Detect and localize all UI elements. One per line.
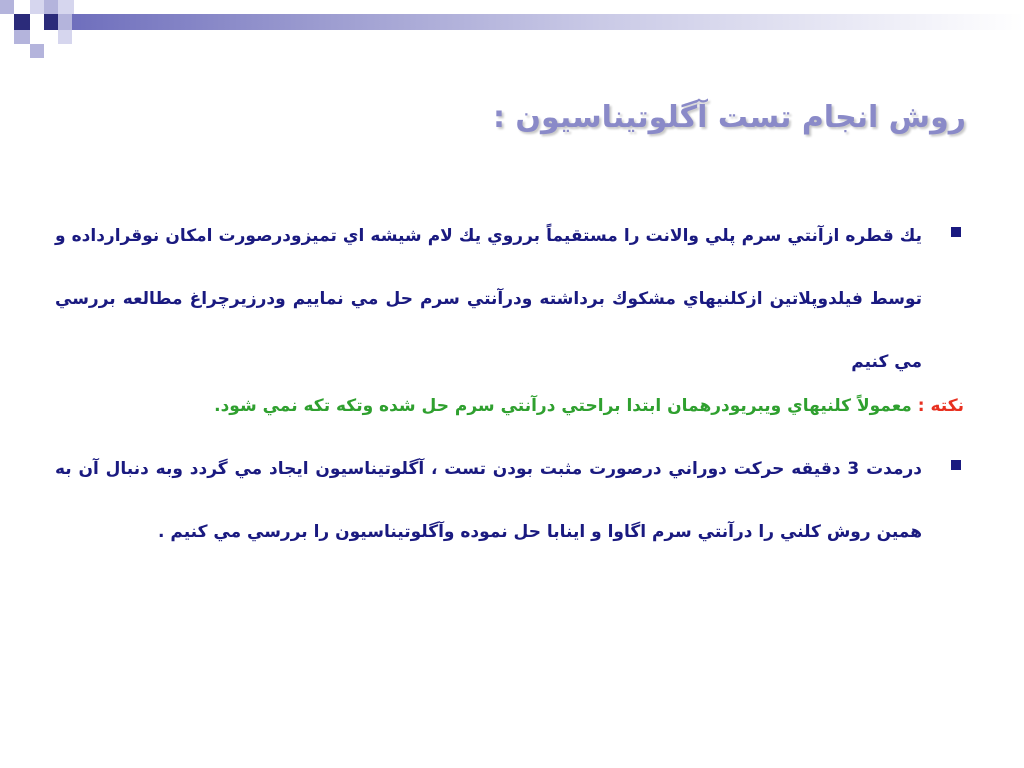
deco-square bbox=[44, 0, 58, 14]
note-label: نكته : bbox=[917, 396, 964, 416]
square-bullet-icon bbox=[951, 227, 961, 237]
bullet-text: درمدت 3 دقيقه حركت دوراني درصورت مثبت بودن تست ، آگلوتيناسيون ايجاد مي گردد وبه دنبال آن به همين روش كلني را درآنتي سرم اگاوا و اينابا حل نموده وآگلوتيناسيون را بررسي مي كنيم . bbox=[55, 459, 923, 542]
deco-square bbox=[30, 44, 44, 58]
deco-square bbox=[58, 30, 72, 44]
header-gradient-band bbox=[72, 14, 1024, 30]
deco-square bbox=[0, 0, 14, 14]
deco-square bbox=[58, 14, 72, 30]
deco-square bbox=[58, 0, 74, 14]
square-bullet-icon bbox=[951, 460, 961, 470]
deco-square bbox=[14, 14, 30, 30]
deco-square bbox=[30, 0, 44, 14]
slide-title: روش انجام تست آگلوتيناسيون : bbox=[492, 100, 966, 135]
note-text: معمولاً كلنيهاي ويبريودرهمان ابتدا براحتي درآنتي سرم حل شده وتكه تكه نمي شود. bbox=[214, 396, 912, 416]
deco-square bbox=[14, 30, 30, 44]
slide-content bbox=[55, 205, 964, 564]
bullet-text: يك قطره ازآنتي سرم پلي والانت را مستقيماً برروي يك لام شيشه اي تميزودرصورت امكان نوقرارداده و توسط فيلدوپلاتين ازكلنيهاي مشكوك برداشته ودرآنتي سرم حل مي نماييم ودرزيرچراغ مطالعه بررسي مي كنيم bbox=[55, 226, 922, 372]
bullet-item bbox=[55, 438, 964, 564]
deco-square bbox=[44, 14, 58, 30]
bullet-item bbox=[55, 205, 964, 394]
